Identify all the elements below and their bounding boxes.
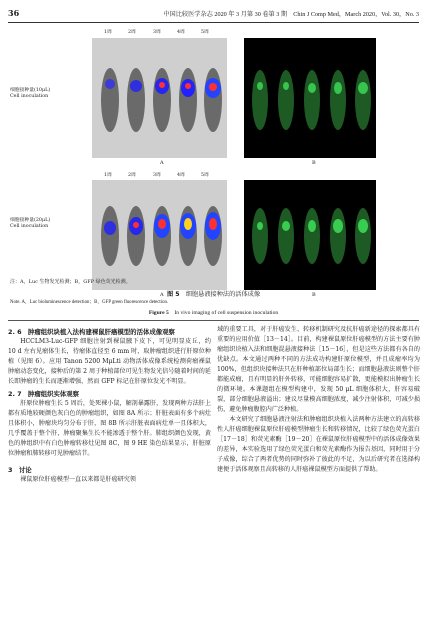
caption-rule bbox=[8, 320, 419, 321]
paragraph: 域的重要工具，对于肝癌发生、转移机制研究及抗肝癌新途径的探索都具有重要的应用价值［13－14］。目前，构建裸鼠原位肝癌模型的方法主要有肿瘤组织块植入法和细胞混悬液接种法［15－16］，但是这些方法都有各自的优缺点。本文通过两种不同的方法成功构建肝原位模型，并且成瘤率均为 100%，但组织块接种法只在肝种植部位局部生长；而细胞悬液法则整个肝都能成瘤，且有明显的肝外转移，可能细胞容易扩散，更能模拟出肿瘤生长的微环境。本课题组在模型构建中，发现 50 μL 细胞体积大，肝容易破裂，部分细胞悬液溢出；建议尽量模高细胞浓度，减少注射体积，可减少损伤，避免肿瘤腹腔内广泛种植。 bbox=[217, 326, 420, 413]
right-column bbox=[217, 325, 420, 475]
week-label: 5周 bbox=[201, 173, 209, 178]
mouse-gfp-images bbox=[244, 38, 376, 158]
figure-note-zh: 注：A，Luc 生物发光检测；B，GFP 绿色荧光检测。 bbox=[10, 279, 131, 285]
week-label: 1周 bbox=[104, 173, 112, 178]
panel-label-a: A bbox=[160, 160, 164, 166]
section-heading-2-6: 2. 6 肿瘤组织块植入法构建裸鼠肝癌模型的活体成像观察 bbox=[8, 328, 175, 336]
week-label: 1周 bbox=[104, 30, 112, 35]
left-column bbox=[8, 325, 211, 485]
paragraph: 肝原位肿瘤生长 5 周后，处死裸小鼠，解剖暴露肝，发现两种方法肝上都有质地较硬颜色灰白色的肿瘤组织，如图 8A 所示；肝脏表面有多个病灶且体积小，肿瘤块均匀分布于肝，图 8B 所示肝脏表面病灶单一且体积大，几乎覆盖于整个肝，肿瘤聚集生长不能渗透于整个肝。肺组织颜色发现，黄色的肿组织中有白色肿瘤转移灶见图 8C，图 9 HE 染色结果显示，肝脏原位肿瘤和肺转移可见肿瘤结节。 bbox=[8, 400, 211, 457]
panel-a-row2 bbox=[92, 180, 227, 290]
journal-running-head: 中国比较医学杂志 2020 年 3 月第 30 卷第 3 期 Chin J Comp Med，March 2020，Vol. 30，No. 3 bbox=[163, 11, 419, 18]
panel-b-row1 bbox=[244, 38, 376, 158]
mouse-luc-images bbox=[92, 180, 227, 290]
mouse-gfp-images bbox=[244, 180, 376, 290]
header-rule bbox=[8, 22, 419, 23]
figure-title-en: Figure 5 In vivo imaging of cell suspension inoculation bbox=[148, 310, 279, 316]
week-label: 4周 bbox=[177, 30, 185, 35]
figure-note-en: Note. A，Luc bioluminescence detection；B，GFP green fluorescence detection. bbox=[10, 300, 169, 305]
row-label-20ul: 细胞接种量(20μL) Cell inoculation bbox=[10, 218, 51, 229]
page-number: 36 bbox=[8, 8, 20, 18]
section-heading-3: 3 讨论 bbox=[8, 466, 32, 474]
panel-label-a: A bbox=[160, 292, 164, 298]
week-label: 3周 bbox=[153, 30, 161, 35]
figure-title-zh: 图 5 细胞悬液接种法的活体成像 bbox=[166, 291, 261, 298]
figure-5 bbox=[0, 28, 427, 303]
row-label-10ul: 细胞接种量(10μL) Cell inoculation bbox=[10, 88, 51, 99]
week-label: 2周 bbox=[128, 173, 136, 178]
paragraph: 裸鼠原位肝癌模型一直以来都是肝癌研究领 bbox=[20, 476, 136, 483]
mouse-luc-images bbox=[92, 38, 227, 158]
panel-label-b: B bbox=[312, 160, 316, 166]
week-label: 3周 bbox=[153, 173, 161, 178]
paragraph: HCCLM3-Luc-GFP 细胞注射到裸鼠腋下皮下，可见明显皮丘，约 10 d 左右见瘤体生长，待瘤体直径至 6 mm 时，取肿瘤组织进行肝原位种植（见图 6）。应用 Tanon 5200 MμLti 动物活体成像系统检测荷瘤裸鼠肿瘤动态变化，接种后的第 2 周于种植部位可见生物发光信号随着时间的延长即肿瘤的生长而逐渐增强，然而 GFP 标记在肝原位发光不明显。 bbox=[8, 338, 211, 385]
week-label: 2周 bbox=[128, 30, 136, 35]
page-header bbox=[8, 8, 419, 20]
panel-label-b: B bbox=[312, 292, 316, 298]
panel-a-row1 bbox=[92, 38, 227, 158]
paragraph: 本文研究了细胞悬液注射法和肿瘤组织块植入法两种方法建立的高转移性人肝癌细胞裸鼠原位肝癌模型肿瘤生长和转移情况，比较了绿色荧光蛋白［17－18］和荧光素酶［19－20］在裸鼠原位肝癌模型中的活体成像效果的差异，本实验选用了绿色荧光蛋白和荧光素酶作为报告基因，同时用于分子成像，综合了两者优势的同时弥补了彼此的不足，为以后研究者在选择构建便于活体观察且高转移的人肝癌裸鼠模型方面提供了帮助。 bbox=[217, 416, 420, 473]
section-heading-2-7: 2. 7 肿瘤组织实体观察 bbox=[8, 390, 80, 398]
panel-b-row2 bbox=[244, 180, 376, 290]
week-label: 5周 bbox=[201, 30, 209, 35]
week-label: 4周 bbox=[177, 173, 185, 178]
